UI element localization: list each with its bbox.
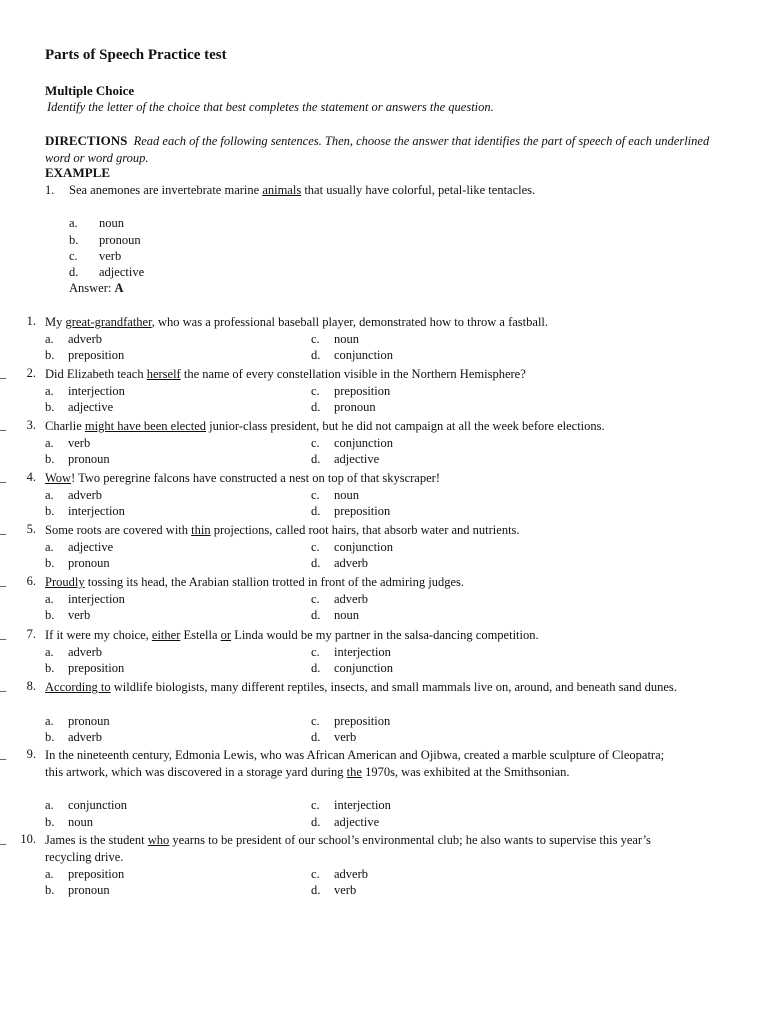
option-c[interactable] — [311, 713, 390, 729]
option-c[interactable] — [311, 487, 359, 503]
underlined-word: Proudly — [45, 575, 85, 589]
example-stem: Sea anemones are invertebrate marine animals that usually have colorful, petal-like tentacles. — [69, 183, 536, 197]
option-c[interactable] — [311, 331, 359, 347]
option-letter: b. — [45, 814, 55, 829]
option-letter: c. — [311, 798, 320, 813]
option-d[interactable] — [311, 503, 390, 519]
option-text: preposition — [68, 661, 125, 676]
question-stem: Did Elizabeth teach herself the name of every constellation visible in the Northern Hemisphere? — [45, 367, 526, 381]
option-letter: d. — [311, 729, 321, 744]
question-number: 10. — [20, 832, 36, 846]
option-d[interactable] — [311, 399, 376, 415]
question-number: 6. — [26, 574, 36, 588]
option-a[interactable] — [45, 331, 102, 347]
option-text: preposition — [334, 504, 391, 519]
example-option-a: a. noun — [69, 216, 124, 230]
option-letter: b. — [45, 608, 55, 623]
underlined-word: either — [151, 628, 181, 642]
underlined-word: might have been elected — [84, 419, 207, 433]
option-a[interactable] — [45, 713, 110, 729]
option-text: interjection — [334, 798, 391, 813]
answer-blank[interactable]: _ — [0, 627, 7, 641]
option-text: noun — [334, 331, 359, 346]
option-c[interactable] — [311, 797, 391, 813]
option-text: verb — [68, 435, 91, 450]
underlined-word: the — [346, 764, 362, 779]
option-b[interactable] — [45, 555, 110, 571]
option-letter: b. — [45, 348, 55, 363]
option-letter: a. — [45, 713, 54, 728]
option-a[interactable] — [45, 866, 124, 882]
option-letter: d. — [311, 882, 321, 897]
option-text: preposition — [334, 383, 391, 398]
option-text: adverb — [334, 556, 369, 571]
question-stem: If it were my choice, either Estella or Linda would be my partner in the salsa-dancing competition. — [45, 628, 539, 642]
option-letter: d. — [311, 452, 321, 467]
option-letter: d. — [311, 814, 321, 829]
example-answer-value: A — [114, 281, 124, 295]
option-a[interactable] — [45, 644, 102, 660]
option-text: preposition — [68, 866, 125, 881]
option-letter: b. — [45, 452, 55, 467]
option-c[interactable] — [311, 866, 368, 882]
option-letter: a. — [45, 331, 54, 346]
option-d[interactable] — [311, 729, 356, 745]
option-text: pronoun — [68, 713, 110, 728]
option-text: conjunction — [68, 798, 128, 813]
question-number: 8. — [26, 679, 36, 693]
option-text: verb — [334, 882, 357, 897]
question-number: 9. — [26, 747, 36, 761]
option-text: interjection — [334, 644, 391, 659]
option-a[interactable] — [45, 487, 102, 503]
page-title: Parts of Speech Practice test — [45, 47, 227, 63]
answer-blank[interactable]: _ — [0, 366, 7, 380]
option-letter: d. — [311, 661, 321, 676]
option-letter: d. — [311, 348, 321, 363]
option-letter: b. — [45, 556, 55, 571]
option-text: interjection — [68, 383, 125, 398]
option-b[interactable] — [45, 660, 124, 676]
question-stem: James is the student who yearns to be president of our school’s environmental club; he also wants to supervise this year’s recycling drive. — [45, 833, 651, 864]
option-letter: c. — [311, 435, 320, 450]
option-a[interactable] — [45, 383, 125, 399]
directions-text: Read each of the following sentences. Then, choose the answer that identifies the part of speech of each underlined word or word group. — [45, 134, 710, 165]
option-text: interjection — [68, 504, 125, 519]
option-text: noun — [334, 608, 359, 623]
option-letter: c. — [311, 383, 320, 398]
option-text: preposition — [68, 348, 125, 363]
question-number: 3. — [26, 418, 36, 432]
option-c[interactable] — [311, 435, 393, 451]
question-stem: Proudly tossing its head, the Arabian stallion trotted in front of the admiring judges. — [45, 575, 465, 589]
option-text: adverb — [68, 644, 103, 659]
option-text: adjective — [68, 400, 114, 415]
underlined-word: herself — [146, 367, 181, 381]
underlined-word: thin — [191, 523, 211, 537]
option-text: conjunction — [334, 661, 394, 676]
option-letter: c. — [311, 713, 320, 728]
option-a[interactable] — [45, 797, 127, 813]
option-letter: a. — [45, 866, 54, 881]
option-d[interactable] — [311, 555, 368, 571]
answer-blank[interactable]: _ — [0, 679, 7, 693]
option-a[interactable] — [45, 591, 125, 607]
option-letter: d. — [311, 504, 321, 519]
instructions: Identify the letter of the choice that best completes the statement or answers the question. — [47, 100, 494, 114]
option-text: conjunction — [334, 435, 394, 450]
option-b[interactable] — [45, 399, 113, 415]
option-b[interactable] — [45, 814, 93, 830]
option-text: adverb — [68, 487, 103, 502]
example-heading: EXAMPLE — [45, 165, 110, 180]
option-text: adjective — [334, 814, 380, 829]
option-text: adverb — [334, 866, 369, 881]
option-text: interjection — [68, 591, 125, 606]
underlined-word: According to — [45, 680, 111, 694]
option-letter: b. — [45, 504, 55, 519]
option-letter: a. — [45, 798, 54, 813]
example-question — [45, 182, 565, 199]
option-letter: a. — [45, 487, 54, 502]
option-a[interactable] — [45, 435, 90, 451]
option-text: adverb — [68, 729, 103, 744]
option-text: adjective — [334, 452, 380, 467]
underlined-word: who — [147, 833, 170, 847]
option-d[interactable] — [311, 660, 393, 676]
answer-blank[interactable]: _ — [0, 747, 7, 761]
option-b[interactable] — [45, 451, 110, 467]
answer-blank[interactable]: _ — [0, 470, 7, 484]
option-b[interactable] — [45, 607, 90, 623]
option-letter: d. — [311, 608, 321, 623]
option-text: noun — [334, 487, 359, 502]
option-text: preposition — [334, 713, 391, 728]
underlined-word: great-grandfather — [65, 315, 152, 329]
option-letter: a. — [45, 644, 54, 659]
option-b[interactable] — [45, 347, 124, 363]
answer-blank[interactable]: _ — [0, 574, 7, 588]
option-letter: b. — [45, 729, 55, 744]
option-c[interactable] — [311, 539, 393, 555]
option-letter: c. — [311, 487, 320, 502]
option-letter: a. — [45, 539, 54, 554]
option-text: verb — [68, 608, 91, 623]
option-b[interactable] — [45, 882, 110, 898]
option-text: adverb — [68, 331, 103, 346]
option-letter: b. — [45, 882, 55, 897]
section-heading: Multiple Choice — [45, 83, 135, 98]
option-text: pronoun — [68, 882, 110, 897]
example-option-d: d. adjective — [69, 265, 145, 279]
question-number: 5. — [26, 522, 36, 536]
question-number: 4. — [26, 470, 36, 484]
option-letter: d. — [311, 556, 321, 571]
option-letter: c. — [311, 591, 320, 606]
question-stem: My great-grandfather, who was a professional baseball player, demonstrated how to throw a fastball. — [45, 315, 549, 329]
option-b[interactable] — [45, 503, 125, 519]
option-letter: a. — [45, 383, 54, 398]
option-letter: c. — [311, 866, 320, 881]
directions-label: DIRECTIONS — [45, 133, 128, 148]
option-text: conjunction — [334, 348, 394, 363]
question-number: 2. — [26, 366, 36, 380]
directions-block — [45, 133, 725, 166]
answer-blank[interactable]: _ — [0, 418, 7, 432]
option-d[interactable] — [311, 814, 379, 830]
example-option-c: c. verb — [69, 249, 122, 263]
option-d[interactable] — [311, 451, 379, 467]
option-b[interactable] — [45, 729, 102, 745]
option-text: pronoun — [68, 556, 110, 571]
answer-blank[interactable]: _ — [0, 522, 7, 536]
underlined-word: animals — [262, 183, 302, 197]
question-stem: Some roots are covered with thin projections, called root hairs, that absorb water and nutrients. — [45, 523, 520, 537]
question-stem: Charlie might have been elected junior-class president, but he did not campaign at all the week before elections. — [45, 419, 605, 433]
underlined-word: Wow — [45, 471, 72, 485]
option-c[interactable] — [311, 383, 390, 399]
option-text: adverb — [334, 591, 369, 606]
option-text: adjective — [68, 539, 114, 554]
option-d[interactable] — [311, 347, 393, 363]
question-number: 1. — [26, 314, 36, 328]
example-option-b: b. pronoun — [69, 233, 141, 247]
option-letter: c. — [311, 331, 320, 346]
option-d[interactable] — [311, 607, 359, 623]
question-stem: According to wildlife biologists, many different reptiles, insects, and small mammals live on, around, and beneath sand dunes. — [45, 680, 677, 694]
option-letter: b. — [45, 661, 55, 676]
option-letter: d. — [311, 400, 321, 415]
option-text: noun — [68, 814, 93, 829]
question-number: 7. — [26, 627, 36, 641]
answer-blank[interactable]: _ — [0, 832, 7, 846]
option-text: conjunction — [334, 539, 394, 554]
example-number: 1. — [45, 183, 55, 197]
option-letter: c. — [311, 644, 320, 659]
underlined-word: or — [220, 628, 232, 642]
option-c[interactable] — [311, 644, 391, 660]
option-letter: b. — [45, 400, 55, 415]
option-letter: a. — [45, 435, 54, 450]
option-text: pronoun — [68, 452, 110, 467]
question-stem: Wow! Two peregrine falcons have constructed a nest on top of that skyscraper! — [45, 471, 440, 485]
example-answer: Answer: A — [69, 281, 124, 295]
option-d[interactable] — [311, 882, 356, 898]
option-c[interactable] — [311, 591, 368, 607]
option-letter: a. — [45, 591, 54, 606]
option-a[interactable] — [45, 539, 113, 555]
question-stem: In the nineteenth century, Edmonia Lewis, who was African American and Ojibwa, created a marble sculpture of Cleopatra; this artwork, which was discovered in a storage yard during the 1970s, was exhibited at the Smithsonian. — [45, 748, 665, 779]
option-text: verb — [334, 729, 357, 744]
option-text: pronoun — [334, 400, 376, 415]
option-letter: c. — [311, 539, 320, 554]
